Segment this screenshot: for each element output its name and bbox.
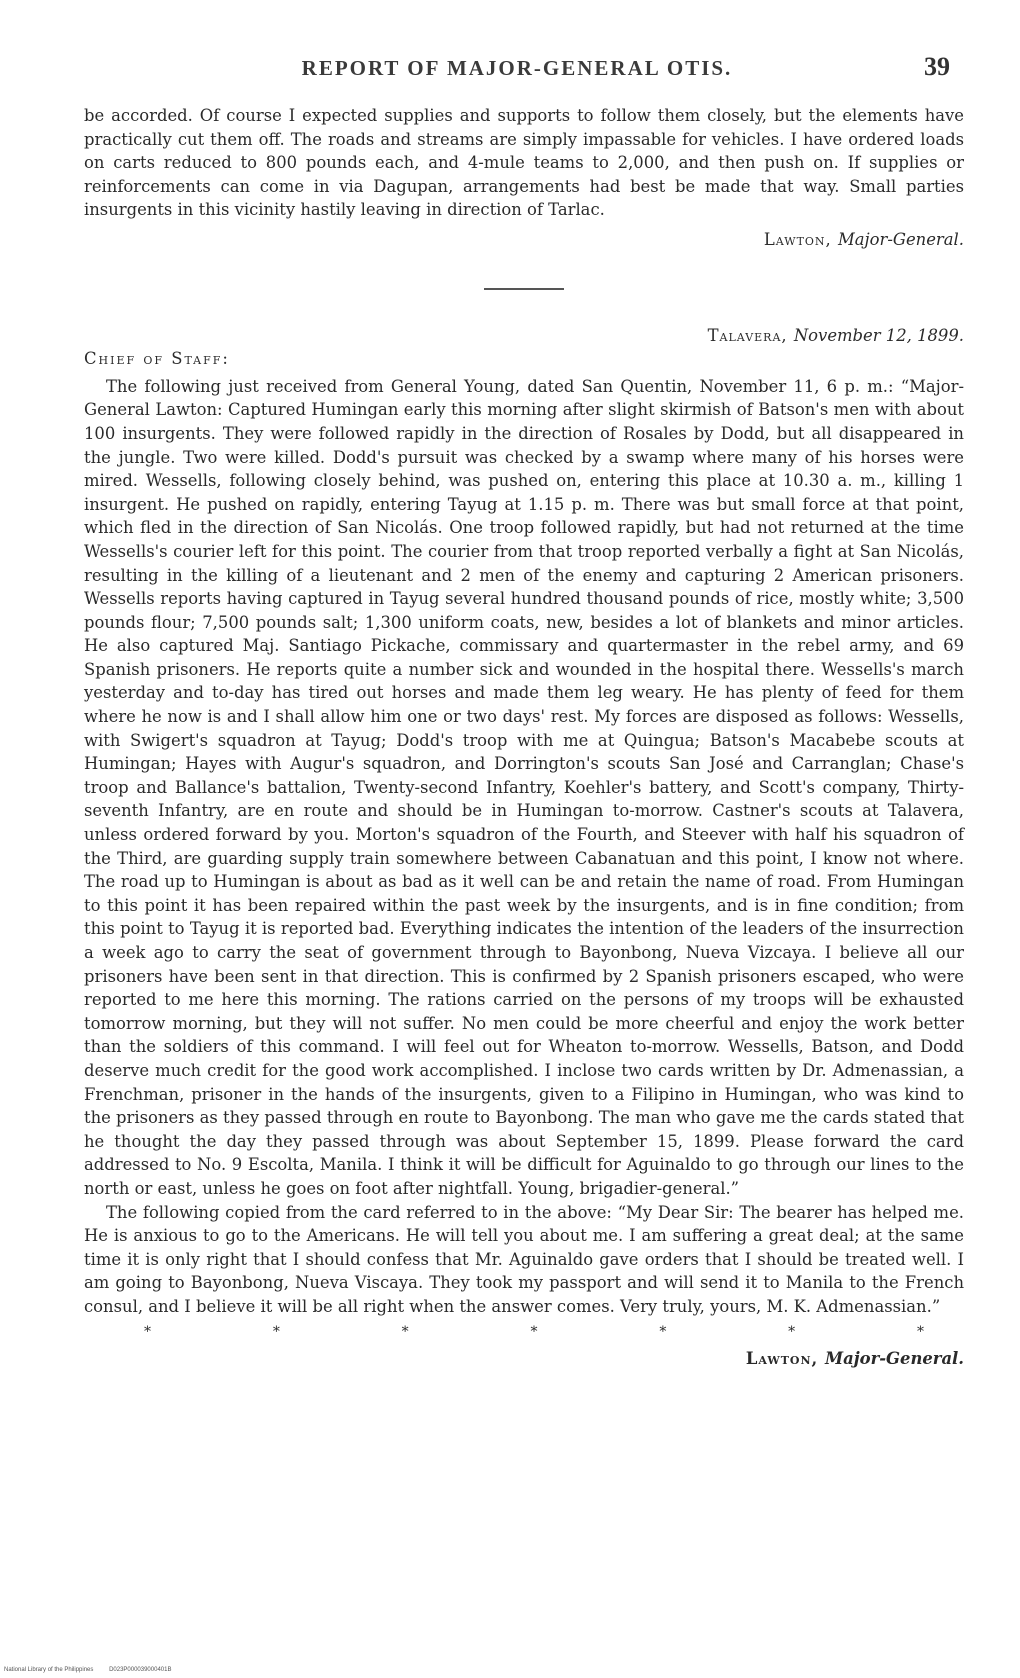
dateline-place: Talavera,: [707, 325, 788, 345]
footer-library: National Library of the Philippines: [4, 1667, 94, 1673]
star: *: [916, 1323, 924, 1340]
signature-title: Major-General.: [824, 1348, 964, 1368]
star: *: [272, 1323, 280, 1340]
footer-code: D023P000039000401B: [109, 1667, 172, 1673]
signature-title: Major-General.: [838, 229, 964, 249]
dateline-date: November 12, 1899.: [793, 325, 964, 345]
signature-lawton-2: [84, 1347, 964, 1371]
dateline: [84, 324, 964, 348]
scan-footer: [4, 1667, 185, 1673]
ellipsis-stars: [84, 1319, 964, 1341]
page-number: 39: [924, 52, 950, 81]
card-quote-paragraph: The following copied from the card referred to in the above: “My Dear Sir: The bearer has helped me. He is anxious to go to the Americans. He will tell you about me. I am suffering a great deal; at the same time it is only right that I should confess that Mr. Aguinaldo gave orders that I should be treated well. I am going to Bayonbong, Nueva Viscaya. They took my passport and will send it to Manila to the French consul, and I believe it will be all right when the answer comes. Very truly, yours, M. K. Admenassian.”: [84, 1202, 964, 1316]
signature-name: Lawton,: [763, 229, 832, 249]
signature-lawton-1: [84, 228, 964, 252]
continued-paragraph: be accorded. Of course I expected supplies and supports to follow them closely, but the elements have practically cut them off. The roads and streams are simply impassable for vehicles. I have ordered loads on carts reduced to 800 pounds each, and 4-mule teams to 2,000, and then push on. If supplies or reinforcements can come in via Dagupan, arrangements had best be made that way. Small parties insurgents in this vicinity hastily leaving in direction of Tarlac.: [84, 106, 964, 220]
star: *: [659, 1323, 667, 1340]
signature-name: Lawton,: [745, 1348, 819, 1368]
star: *: [788, 1323, 796, 1340]
star: *: [144, 1323, 151, 1340]
running-header: [84, 50, 950, 86]
young-report-paragraph: The following just received from General Young, dated San Quentin, November 11, 6 p. m.: “Major-General Lawton: Captured Humingan early this morning after slight skirmish of Batson's men with about 100 insurgents. They were followed rapidly in the direction of Rosales by Dodd, but all disappeared in the jungle. Two were killed. Dodd's pursuit was checked by a swamp where many of his horses were mired. Wessells, following closely behind, was pushed on, entering this place at 10.30 a. m., killing 1 insurgent. He pushed on rapidly, entering Tayug at 1.15 p. m. There was but small force at that point, which fled in the direction of San Nicolás. One troop followed rapidly, but had not returned at the time Wessells's courier left for this point. The courier from that troop reported verbally a fight at San Nicolás, resulting in the killing of a lieutenant and 2 men of the enemy and capturing 2 American prisoners. Wessells reports having captured in Tayug several hundred thousand pounds of rice, mostly white; 3,500 pounds flour; 7,500 pounds salt; 1,300 uniform coats, new, besides a lot of blankets and minor articles. He also captured Maj. Santiago Pickache, commissary and quartermaster in the rebel army, and 69 Spanish prisoners. He reports quite a number sick and wounded in the hospital there. Wessells's march yesterday and to-day has tired out horses and made them leg weary. He has plenty of feed for them where he now is and I shall allow him one or two days' rest. My forces are disposed as follows: Wessells, with Swigert's squadron at Tayug; Dodd's troop with me at Quingua; Batson's Macabebe scouts at Humingan; Hayes with Augur's squadron, and Dorrington's scouts San José and Carranglan; Chase's troop and Ballance's battalion, Twenty-second Infantry, Koehler's battery, and Scott's company, Thirty-seventh Infantry, are en route and should be in Humingan to-morrow. Castner's scouts at Talavera, unless ordered forward by you. Morton's squadron of the Fourth, and Steever with half his squadron of the Third, are guarding supply train somewhere between Cabanatuan and this point, I know not where. The road up to Humingan is about as bad as it well can be and retain the name of road. From Humingan to this point it has been repaired within the past week by the insurgents, and is in fine condition; from this point to Tayug it is reported bad. Everything indicates the intention of the leaders of the insurrection a week ago to carry the seat of government through to Bayonbong, Nueva Vizcaya. I believe all our prisoners have been sent in that direction. This is confirmed by 2 Spanish prisoners escaped, who were reported to me here this morning. The rations carried on the persons of my troops will be exhausted tomorrow morning, but they will not suffer. No men could be more cheerful and enjoy the work better than the soldiers of this command. I will feel out for Wheaton to-morrow. Wessells, Batson, and Dodd deserve much credit for the good work accomplished. I inclose two cards written by Dr. Admenassian, a Frenchman, prisoner in the hands of the insurgents, given to a Filipino in Humingan, who was kind to the prisoners as they passed through en route to Bayonbong. The man who gave me the cards stated that he thought the day they passed through was about September 15, 1899. Please forward the card addressed to No. 9 Escolta, Manila. I think it will be difficult for Aguinaldo to go through our lines to the north or east, unless he goes on foot after nightfall. Young, brigadier-general.”: [84, 376, 964, 1198]
page-body: [84, 104, 964, 1370]
running-title: REPORT OF MAJOR-GENERAL OTIS.: [301, 55, 733, 80]
star: *: [530, 1323, 538, 1340]
section-divider: [484, 288, 564, 290]
salutation: Chief of Staff:: [84, 349, 230, 369]
star: *: [401, 1323, 409, 1340]
